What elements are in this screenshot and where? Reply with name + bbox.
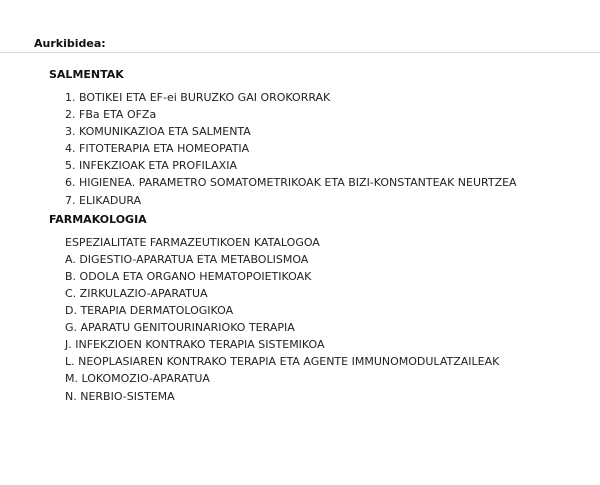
section-item-list [65, 89, 589, 209]
section-salmentak [49, 68, 589, 209]
toc-item-farmakologia-d[interactable]: D. TERAPIA DERMATOLOGIKOA [65, 304, 234, 318]
toc-item-salmentak-6[interactable]: 6. HIGIENEA. PARAMETRO SOMATOMETRIKOAK ETA BIZI-KONSTANTEAK NEURTZEA [65, 176, 517, 190]
toc-content [49, 68, 589, 409]
section-farmakologia [49, 213, 589, 405]
section-title: FARMAKOLOGIA [49, 212, 147, 226]
toc-item-farmakologia-a[interactable]: A. DIGESTIO-APARATUA ETA METABOLISMOA [65, 252, 309, 266]
toc-item-farmakologia-j[interactable]: J. INFEKZIOEN KONTRAKO TERAPIA SISTEMIKOA [65, 338, 325, 352]
toc-item-farmakologia-m[interactable]: M. LOKOMOZIO-APARATUA [65, 372, 210, 386]
toc-item-salmentak-5[interactable]: 5. INFEKZIOAK ETA PROFILAXIA [65, 159, 237, 173]
toc-item-salmentak-4[interactable]: 4. FITOTERAPIA ETA HOMEOPATIA [65, 142, 250, 156]
toc-item-farmakologia-katalogoa[interactable]: ESPEZIALITATE FARMAZEUTIKOEN KATALOGOA [65, 235, 320, 249]
toc-item-salmentak-3[interactable]: 3. KOMUNIKAZIOA ETA SALMENTA [65, 125, 251, 139]
toc-heading: Aurkibidea: [34, 37, 106, 50]
toc-item-farmakologia-b[interactable]: B. ODOLA ETA ORGANO HEMATOPOIETIKOAK [65, 269, 312, 283]
toc-item-salmentak-1[interactable]: 1. BOTIKEI ETA EF-ei BURUZKO GAI OROKORRAK [65, 91, 331, 104]
section-title: SALMENTAK [49, 68, 124, 81]
toc-item-farmakologia-c[interactable]: C. ZIRKULAZIO-APARATUA [65, 286, 208, 300]
toc-item-farmakologia-n[interactable]: N. NERBIO-SISTEMA [65, 389, 175, 403]
toc-item-salmentak-2[interactable]: 2. FBa ETA OFZa [65, 108, 157, 122]
section-item-list [65, 234, 589, 405]
heading-divider [0, 52, 600, 53]
toc-item-farmakologia-l[interactable]: L. NEOPLASIAREN KONTRAKO TERAPIA ETA AGENTE IMMUNOMODULATZAILEAK [65, 355, 500, 369]
toc-item-salmentak-7[interactable]: 7. ELIKADURA [65, 193, 142, 207]
toc-item-farmakologia-g[interactable]: G. APARATU GENITOURINARIOKO TERAPIA [65, 321, 295, 335]
